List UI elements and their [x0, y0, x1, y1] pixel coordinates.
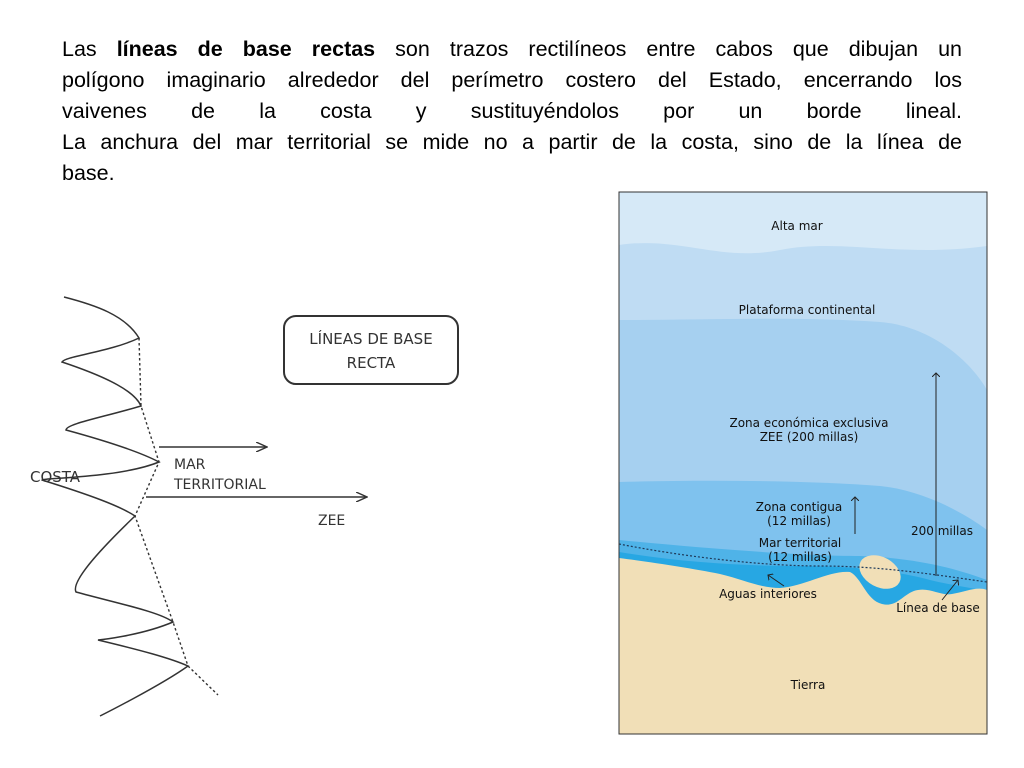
paragraph-line-5: base.	[62, 161, 115, 185]
paragraph-text: Las	[62, 37, 117, 61]
paragraph-text: son trazos rectilíneos entre cabos que dibujan un	[375, 37, 963, 61]
label-alta-mar: Alta mar	[771, 219, 823, 233]
label-contigua-line-2: (12 millas)	[767, 514, 831, 528]
zee-label: ZEE	[318, 513, 346, 529]
costa-label: COSTA	[30, 468, 81, 486]
paragraph-line-2: polígono imaginario alrededor del perímetro costero del Estado, encerrando los	[62, 68, 962, 92]
label-tierra: Tierra	[790, 678, 826, 692]
paragraph-line-4: La anchura del mar territorial se mide no a partir de la costa, sino de la línea de	[62, 130, 962, 154]
label-aguas-interiores: Aguas interiores	[719, 587, 817, 601]
label-linea-de-base: Línea de base	[896, 601, 980, 615]
mar-label-line-1: MAR	[174, 457, 206, 473]
label-mar-line-1: Mar territorial	[758, 536, 842, 550]
paragraph-bold-term: líneas de base rectas	[116, 37, 376, 61]
paragraph-line-3: vaivenes de la costa y sustituyéndolos por un borde lineal.	[62, 99, 962, 123]
label-plataforma: Plataforma continental	[738, 303, 876, 317]
label-mar-line-2: (12 millas)	[768, 550, 832, 564]
box-title-line-2: RECTA	[346, 354, 396, 372]
label-zee-line-1: Zona económica exclusiva	[729, 416, 889, 430]
mar-label-line-2: TERRITORIAL	[174, 477, 266, 493]
label-contigua-line-1: Zona contigua	[755, 500, 843, 514]
label-200-millas: 200 millas	[910, 524, 974, 538]
label-zee-line-2: ZEE (200 millas)	[759, 430, 859, 444]
box-title-line-1: LÍNEAS DE BASE	[309, 330, 433, 348]
